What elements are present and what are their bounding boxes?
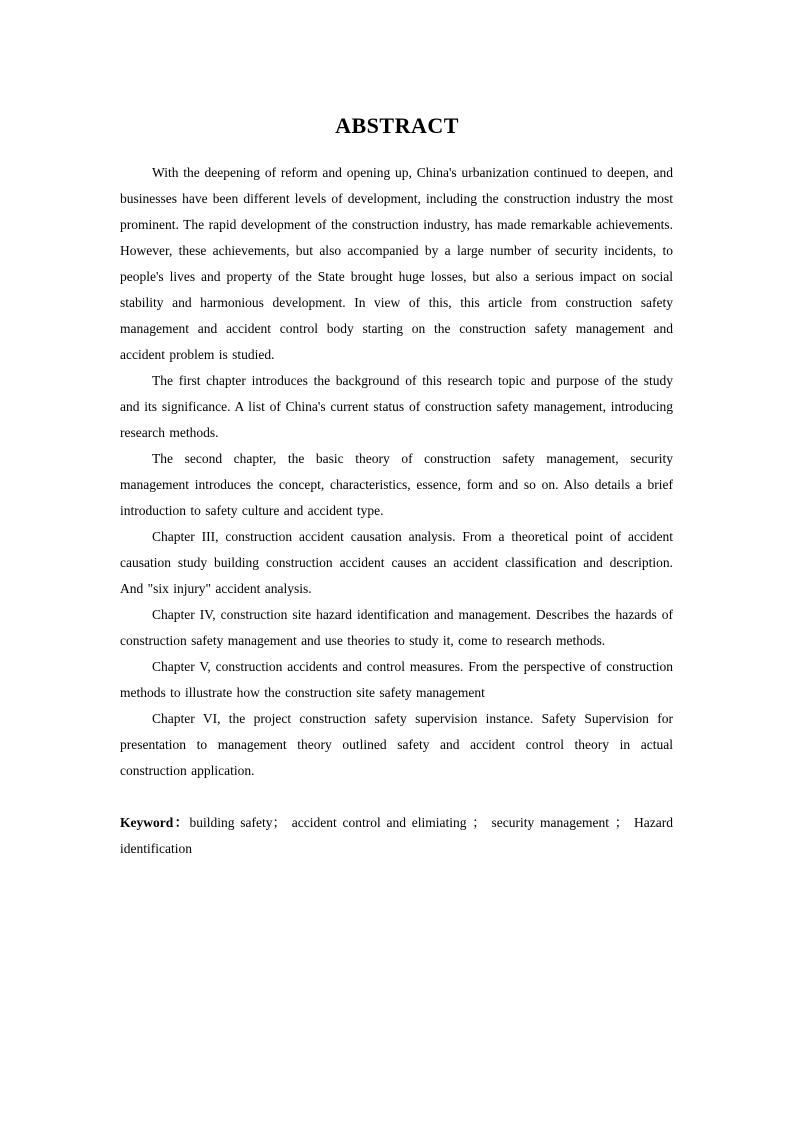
abstract-paragraph-chapter-4: Chapter IV, construction site hazard identification and management. Describes the hazards of construction safety management and use theories to study it, come to research methods. xyxy=(120,607,673,648)
abstract-paragraph-chapter-3: Chapter III, construction accident causation analysis. From a theoretical point of accident causation study building construction accident causes an accident classification and description. And "six injury" accident analysis. xyxy=(120,529,673,596)
keywords-line xyxy=(120,810,673,862)
abstract-paragraph-chapter-1: The first chapter introduces the background of this research topic and purpose of the study and its significance. A list of China's current status of construction safety management, introducing research methods. xyxy=(120,373,673,440)
abstract-paragraph-chapter-2: The second chapter, the basic theory of construction safety management, security management introduces the concept, characteristics, essence, form and so on. Also details a brief introduction to safety culture and accident type. xyxy=(120,451,673,518)
keywords-label: Keyword： xyxy=(120,815,190,830)
keywords-text: building safety； accident control and elimiating ； security management ； Hazard identification xyxy=(120,815,673,856)
abstract-body xyxy=(120,160,673,862)
abstract-paragraph-chapter-6: Chapter VI, the project construction safety supervision instance. Safety Supervision for presentation to management theory outlined safety and accident control theory in actual construction application. xyxy=(120,711,673,778)
abstract-title: ABSTRACT xyxy=(335,113,459,138)
abstract-paragraph-intro: With the deepening of reform and opening up, China's urbanization continued to deepen, and businesses have been different levels of development, including the construction industry the most prominent. The rapid development of the construction industry, has made remarkable achievements. However, these achievements, but also accompanied by a large number of security incidents, to people's lives and property of the State brought huge losses, but also a serious impact on social stability and harmonious development. In view of this, this article from construction safety management and accident control body starting on the construction safety management and accident problem is studied. xyxy=(120,165,673,362)
abstract-paragraph-chapter-5: Chapter V, construction accidents and control measures. From the perspective of construction methods to illustrate how the construction site safety management xyxy=(120,659,673,700)
